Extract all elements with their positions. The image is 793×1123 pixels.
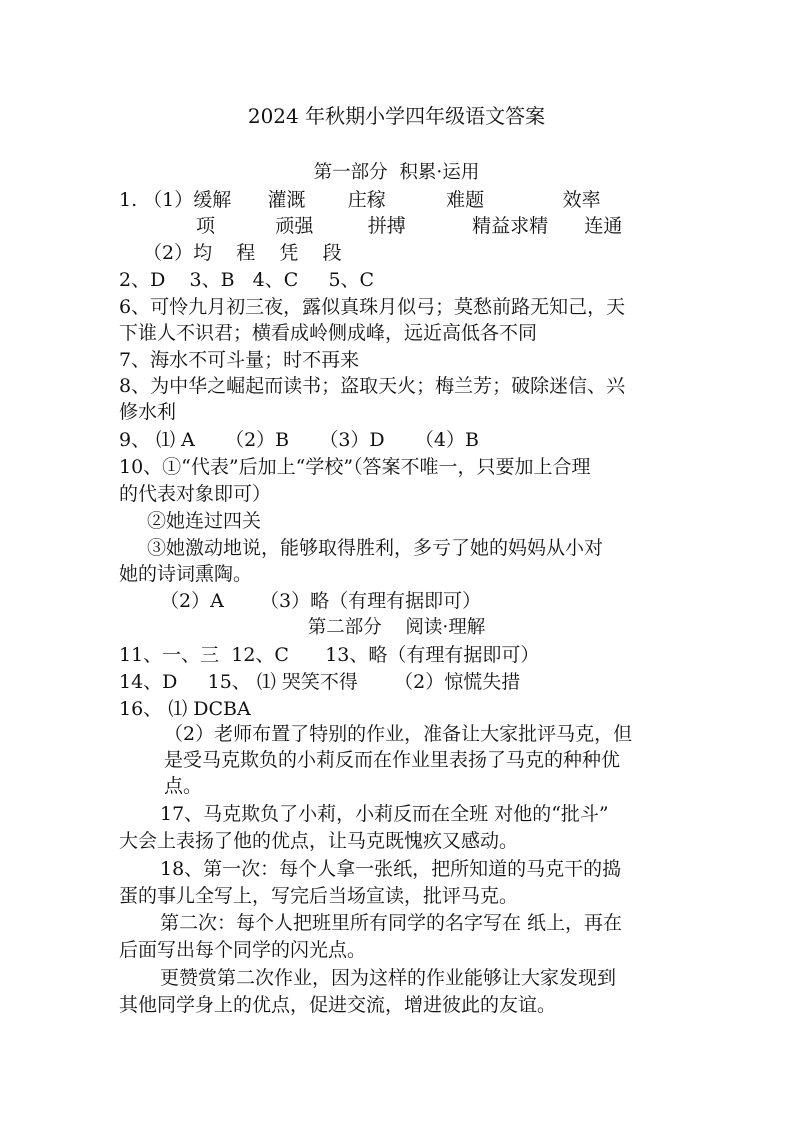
- q1-row2: 项 顽强 拼搏 精益求精 连通: [196, 215, 623, 237]
- q11-13: 11、一、三 12、C 13、略（有理有据即可）: [119, 644, 540, 666]
- q16-1: 16、 ⑴ DCBA: [119, 698, 251, 720]
- q10-sub: （2）A （3）略（有理有据即可）: [160, 590, 482, 612]
- q17-line1: 17、马克欺负了小莉，小莉反而在全班 对他的“批斗”: [160, 803, 609, 825]
- q10-item2: ②她连过四关: [147, 510, 262, 532]
- q16-2-line3: 点。: [164, 775, 203, 797]
- q16-2-line2: 是受马克欺负的小莉反而在作业里表扬了马克的种种优: [164, 749, 621, 771]
- q18-pref-line1: 更赞赏第二次作业，因为这样的作业能够让大家发现到: [160, 967, 617, 989]
- q16-2-line1: （2）老师布置了特别的作业，准备让大家批评马克，但: [164, 723, 633, 745]
- document-title: 2024 年秋期小学四年级语文答案: [247, 104, 546, 128]
- q14-15: 14、D 15、 ⑴ 哭笑不得 （2）惊慌失措: [119, 671, 521, 693]
- q8-line1: 8、为中华之崛起而读书；盗取天火；梅兰芳；破除迷信、兴: [119, 375, 626, 397]
- q6-line2: 下谁人不识君；横看成岭侧成峰，远近高低各不同: [119, 322, 538, 344]
- q17-line2: 大会上表扬了他的优点，让马克既愧疚又感动。: [119, 830, 519, 852]
- q6-line1: 6、可怜九月初三夜，露似真珠月似弓；莫愁前路无知己，天: [119, 296, 626, 318]
- part1-heading: 第一部分 积累·运用: [313, 162, 480, 183]
- q18-second-line1: 第二次：每个人把班里所有同学的名字写在 纸上，再在: [160, 912, 623, 934]
- q18-line1: 18、第一次：每个人拿一张纸，把所知道的马克干的捣: [160, 858, 622, 880]
- q9: 9、 ⑴ A （2）B （3）D （4）B: [119, 429, 479, 451]
- q18-second-line2: 后面写出每个同学的闪光点。: [119, 939, 367, 961]
- q2-5: 2、D 3、B 4、C 5、C: [119, 269, 375, 291]
- q7: 7、海水不可斗量；时不再来: [119, 349, 360, 371]
- q10-line2: 的代表对象即可）: [119, 483, 272, 505]
- q10-item3-line2: 她的诗词熏陶。: [119, 563, 253, 585]
- q10-line1: 10、①“代表”后加上“学校”（答案不唯一，只要加上合理: [119, 456, 591, 478]
- part2-heading: 第二部分 阅读·理解: [307, 617, 486, 638]
- q18-pref-line2: 其他同学身上的优点，促进交流，增进彼此的友谊。: [119, 994, 557, 1016]
- q1-sub2: （2）均 程 凭 段: [143, 242, 342, 264]
- q18-line2: 蛋的事儿全写上，写完后当场宣读，批评马克。: [119, 885, 519, 907]
- q8-line2: 修水利: [119, 401, 177, 423]
- q10-item3-line1: ③她激动地说，能够取得胜利，多亏了她的妈妈从小对: [147, 537, 604, 559]
- q1-row1: 1. （1）缓解 灌溉 庄稼 难题 效率: [119, 189, 601, 211]
